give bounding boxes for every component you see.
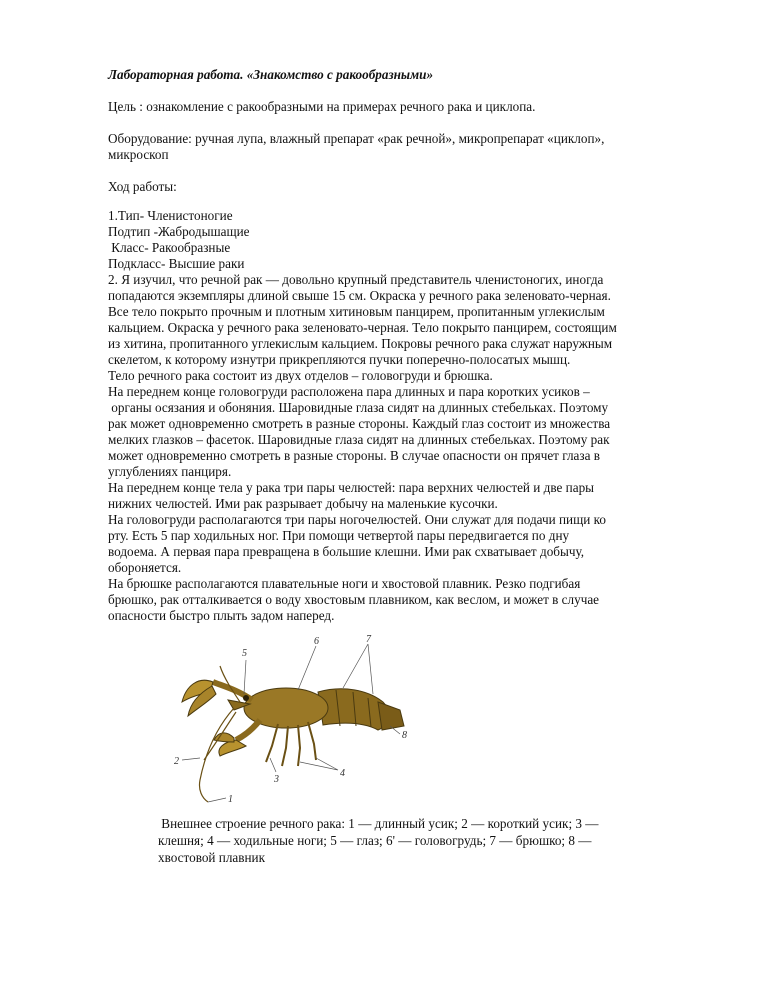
body-line: На головогруди располагаются три пары ногочелюстей. Они служат для подачи пищи ко: [108, 512, 606, 527]
caption-line-3: хвостовой плавник: [158, 850, 266, 865]
body-line: Подтип -Жабродышащие: [108, 224, 250, 239]
crayfish-abdomen: [318, 689, 404, 730]
body-line: брюшко, рак отталкивается о воду хвостовым плавником, как веслом, и может в случае: [108, 592, 600, 607]
body-line: 1.Тип- Членистоногие: [108, 208, 233, 223]
equipment-line-1: Оборудование: ручная лупа, влажный препарат «рак речной», микропрепарат «циклоп»,: [108, 131, 605, 146]
figure-label-1: 1: [228, 794, 233, 805]
figure-label-8: 8: [402, 730, 407, 741]
crayfish-upper-claw: [182, 680, 252, 716]
body-line: На брюшке располагаются плавательные ноги и хвостовой плавник. Резко подгибая: [108, 576, 581, 591]
body-line: рту. Есть 5 пар ходильных ног. При помощи четвертой пары передвигается по дну: [108, 528, 570, 543]
body-line: На переднем конце головогруди расположена пара длинных и пара коротких усиков –: [108, 384, 590, 399]
body-line: мелких глазков – фасеток. Шаровидные глаза сидят на длинных стебельках. Поэтому рак: [108, 432, 610, 447]
figure-label-3: 3: [274, 774, 279, 785]
figure-label-7: 7: [366, 634, 371, 645]
body-line: Подкласс- Высшие раки: [108, 256, 245, 271]
body-line: обороняется.: [108, 560, 182, 575]
equipment-line-2: микроскоп: [108, 147, 169, 162]
figure-caption: [158, 815, 698, 866]
figure-label-4: 4: [340, 768, 345, 779]
crayfish-eye: [243, 695, 249, 701]
body-line: скелетом, к которому изнутри прикрепляются пучки поперечно-полосатых мышц.: [108, 352, 571, 367]
page-title: Лабораторная работа. «Знакомство с ракообразными»: [108, 67, 434, 82]
body-line: из хитина, пропитанного углекислым кальцием. Покровы речного рака служат наружным: [108, 336, 613, 351]
body-line: опасности быстро плыть задом наперед.: [108, 608, 335, 623]
body-line: органы осязания и обоняния. Шаровидные глаза сидят на длинных стебельках. Поэтому: [108, 400, 609, 415]
caption-line-2: клешня; 4 — ходильные ноги; 5 — глаз; 6' — головогрудь; 7 — брюшко; 8 —: [158, 833, 592, 848]
goal-text: Цель : ознакомление с ракообразными на примерах речного рака и циклопа.: [108, 99, 536, 114]
body-line: нижних челюстей. Ими рак разрывает добычу на маленькие кусочки.: [108, 496, 498, 511]
progress-heading: Ход работы:: [108, 179, 177, 194]
body-line: кальцием. Окраска у речного рака зеленовато-черная. Тело покрыто панцирем, состоящим: [108, 320, 617, 335]
body-line: 2. Я изучил, что речной рак — довольно крупный представитель членистоногих, иногда: [108, 272, 604, 287]
body-line: Все тело покрыто прочным и плотным хитиновым панцирем, пропитанным углекислым: [108, 304, 605, 319]
figure-label-6: 6: [314, 636, 319, 647]
body-text: [108, 208, 708, 624]
equipment-text: [108, 131, 708, 163]
body-line: попадаются экземпляры длиной свыше 15 см. Окраска у речного рака зеленовато-черная.: [108, 288, 611, 303]
body-line: может одновременно смотреть в разные стороны. В случае опасности он прячет глаза в: [108, 448, 600, 463]
body-line: водоема. А первая пара превращена в большие клешни. Ими рак схватывает добычу,: [108, 544, 585, 559]
crayfish-illustration: [168, 630, 428, 820]
body-line: Тело речного рака состоит из двух отделов – головогруди и брюшка.: [108, 368, 493, 383]
figure-label-2: 2: [174, 756, 179, 767]
body-line: На переднем конце тела у рака три пары челюстей: пара верхних челюстей и две пары: [108, 480, 595, 495]
caption-line-1: Внешнее строение речного рака: 1 — длинный усик; 2 — короткий усик; 3 —: [158, 816, 599, 831]
figure-label-5: 5: [242, 648, 247, 659]
body-line: углублениях панциря.: [108, 464, 232, 479]
crayfish-walking-legs: [266, 722, 316, 766]
body-line: рак может одновременно смотреть в разные стороны. Каждый глаз состоит из множества: [108, 416, 611, 431]
body-line: Класс- Ракообразные: [108, 240, 231, 255]
